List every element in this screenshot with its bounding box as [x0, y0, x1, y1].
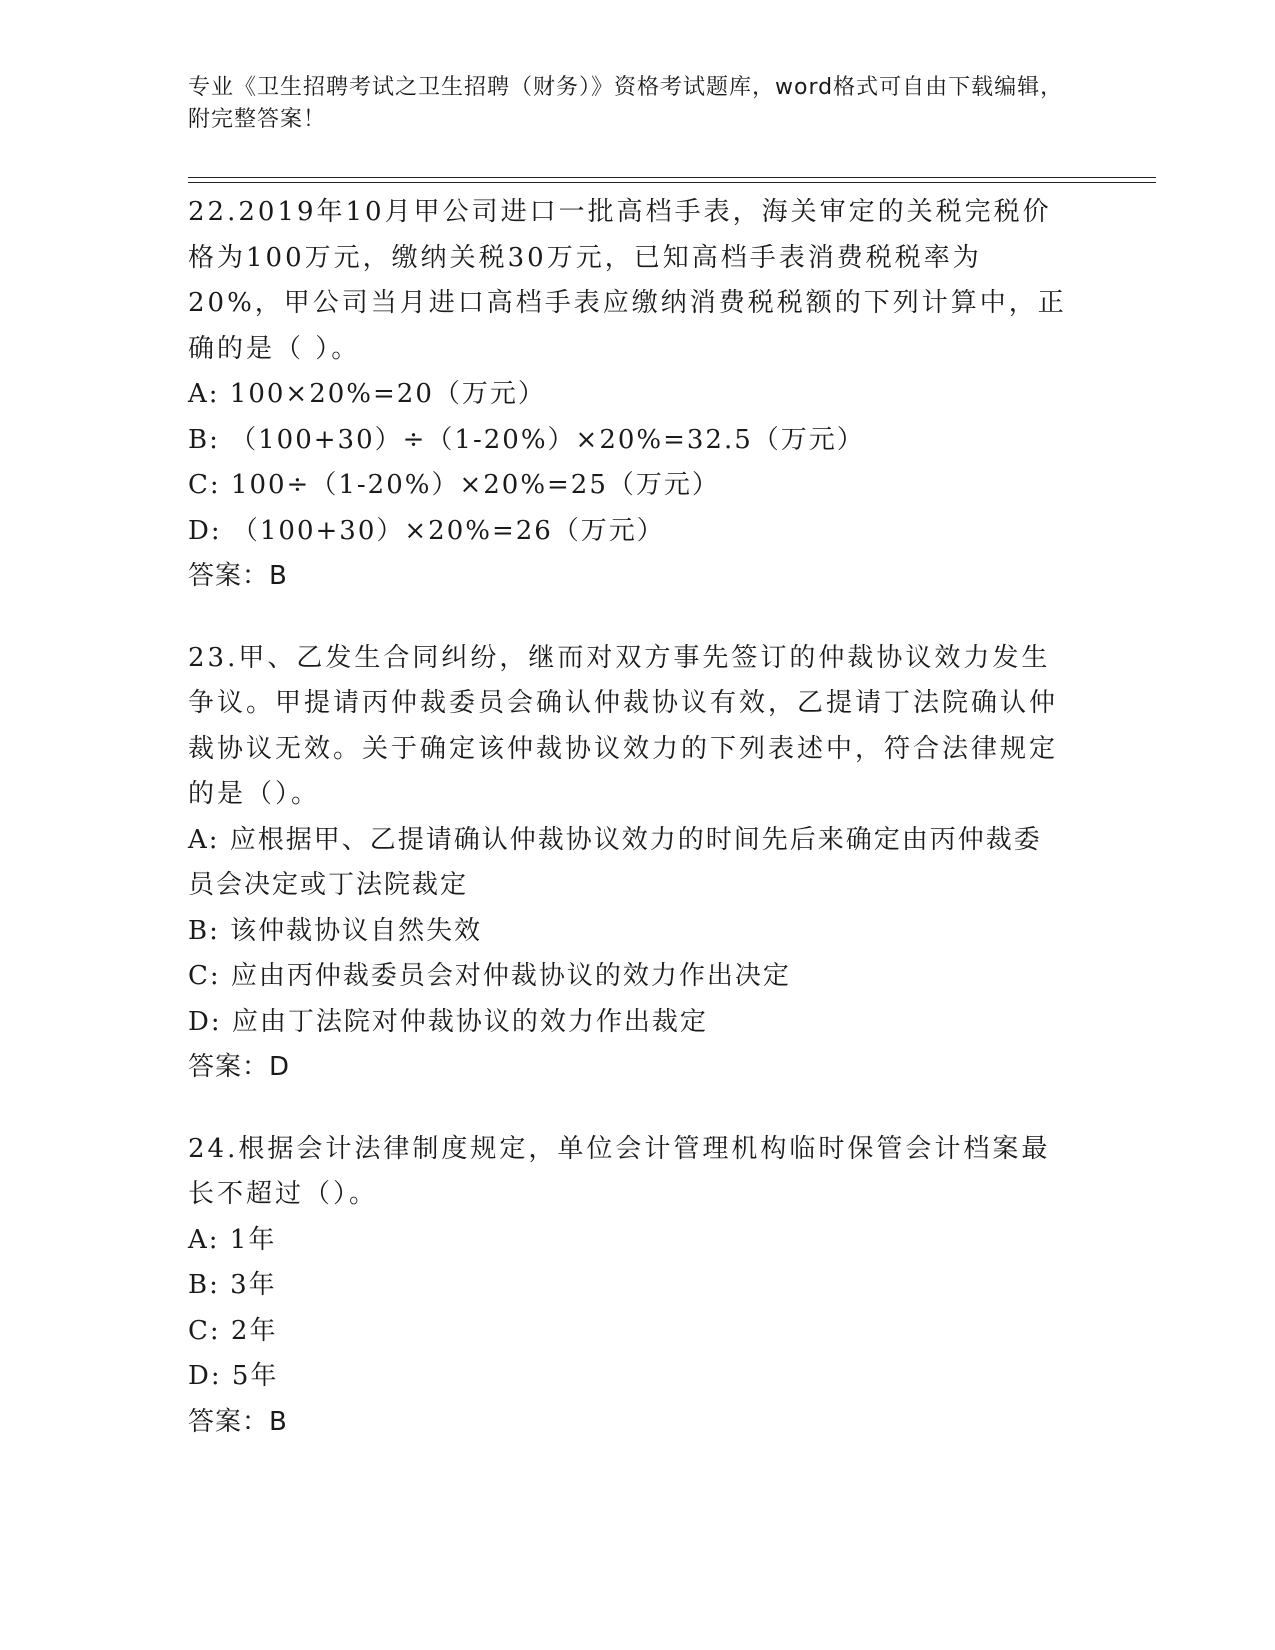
option-b: B: 3年	[188, 1270, 277, 1300]
answer: 答案：B	[188, 561, 288, 591]
option-a: A: 1年	[188, 1224, 277, 1255]
option-c: C: 应由丙仲裁委员会对仲裁协议的效力作出决定	[188, 961, 791, 991]
question-text: 22.2019年10月甲公司进口一批高档手表，海关审定的关税完税价格为100万元，缴纳关税30万元，已知高档手表消费税税率为20%，甲公司当月进口高档手表应缴纳消费税税额的下列计算中，正确的是（ ）。	[188, 197, 1067, 364]
question-23	[188, 636, 1068, 1091]
answer: 答案：D	[188, 1052, 291, 1082]
document-header: 专业《卫生招聘考试之卫生招聘（财务）》资格考试题库，word格式可自由下载编辑，附完整答案！	[188, 75, 1064, 132]
option-d: D: 5年	[188, 1361, 279, 1391]
question-text: 23.甲、乙发生合同纠纷，继而对双方事先签订的仲裁协议效力发生争议。甲提请丙仲裁委员会确认仲裁协议有效，乙提请丁法院确认仲裁协议无效。关于确定该仲裁协议效力的下列表述中，符合法律规定的是（）。	[188, 642, 1059, 809]
header-divider-bottom	[188, 182, 1156, 183]
question-22	[188, 190, 1068, 600]
option-d: D: 应由丁法院对仲裁协议的效力作出裁定	[188, 1006, 708, 1037]
option-a: A: 应根据甲、乙提请确认仲裁协议效力的时间先后来确定由丙仲裁委员会决定或丁法院裁定	[188, 824, 1042, 900]
option-c: C: 2年	[188, 1315, 278, 1346]
option-b: B: 该仲裁协议自然失效	[188, 915, 483, 946]
option-a: A: 100×20%=20（万元）	[188, 379, 546, 409]
option-c: C: 100÷（1-20%）×20%=25（万元）	[188, 470, 720, 500]
question-text: 24.根据会计法律制度规定，单位会计管理机构临时保管会计档案最长不超过（）。	[188, 1133, 1051, 1209]
option-d: D: （100+30）×20%=26（万元）	[188, 515, 665, 546]
header-divider-top	[188, 177, 1156, 178]
question-list	[188, 190, 1068, 1481]
question-24	[188, 1127, 1068, 1446]
option-b: B: （100+30）÷（1-20%）×20%=32.5（万元）	[188, 424, 865, 455]
answer: 答案：B	[188, 1406, 288, 1437]
